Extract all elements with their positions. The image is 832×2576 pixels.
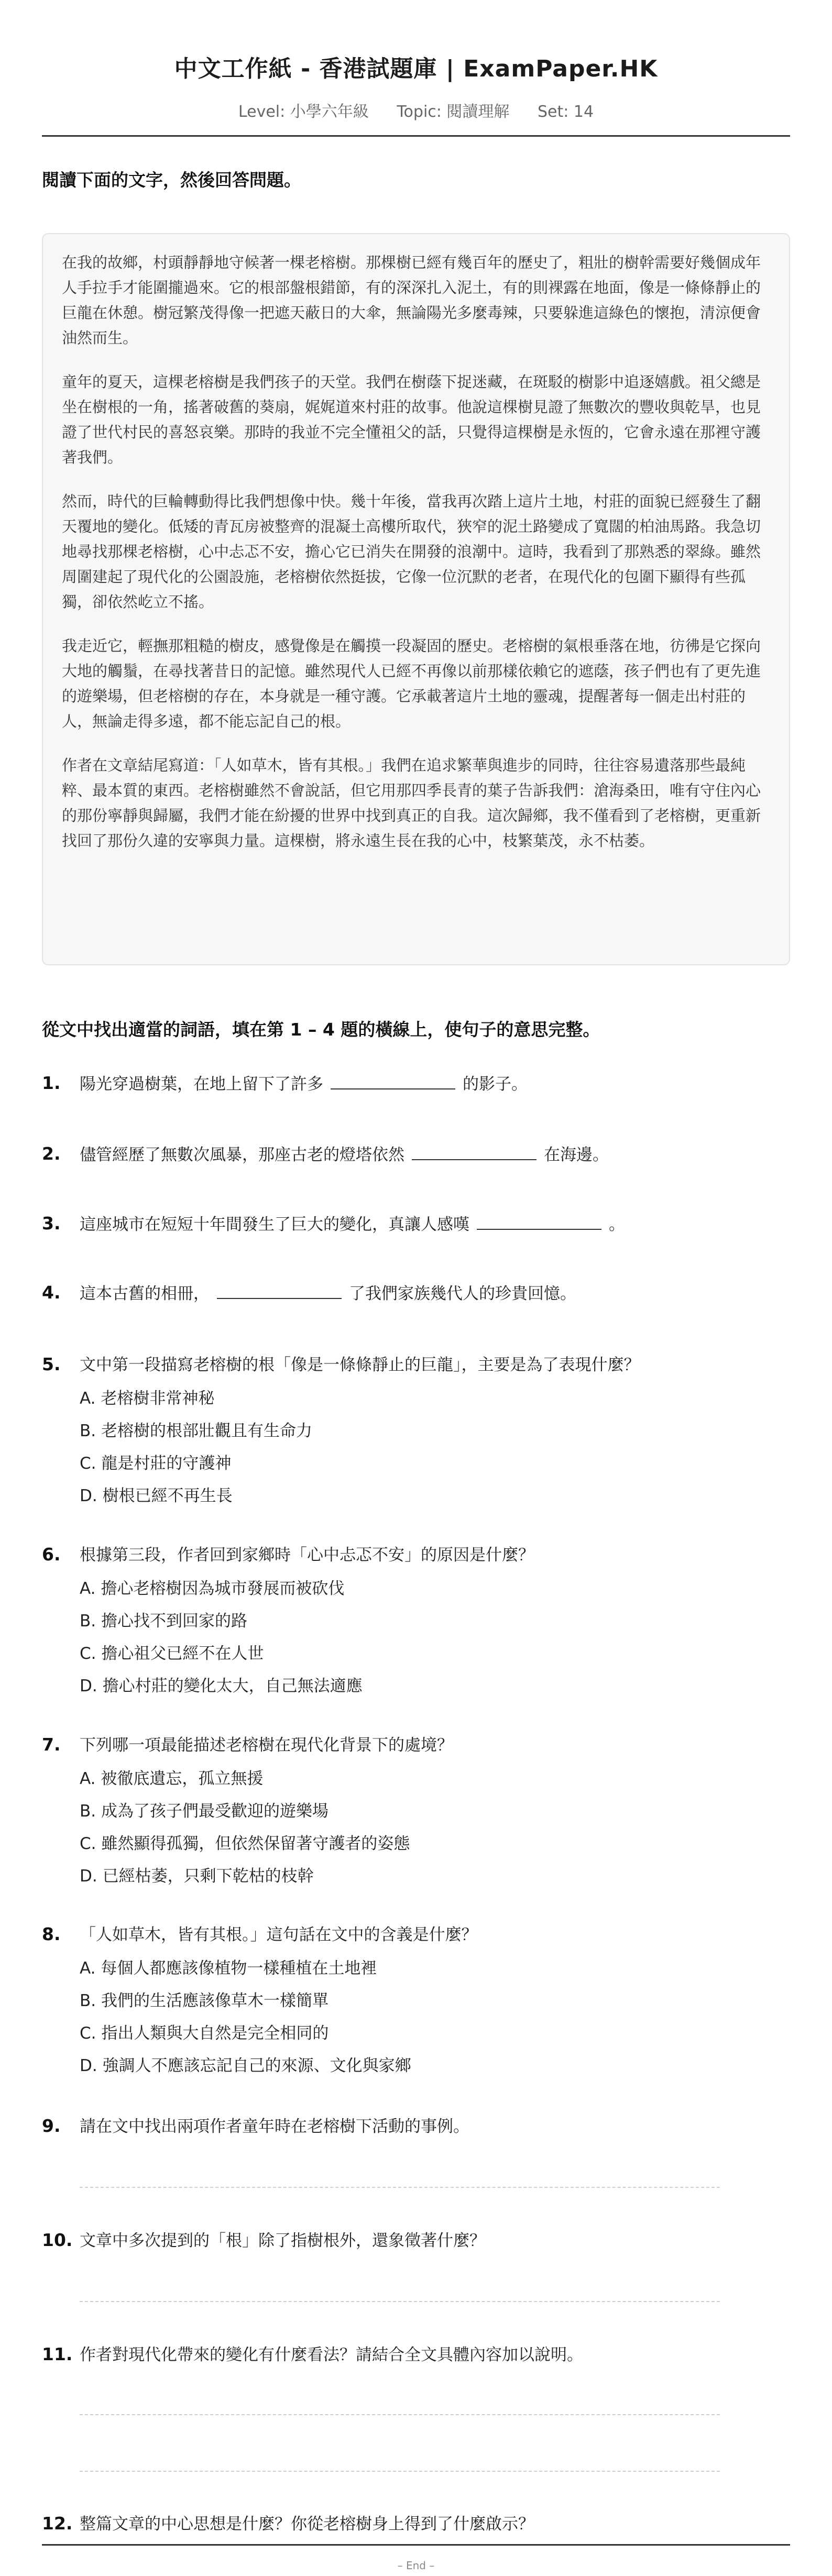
- question-number: 12.: [42, 2513, 73, 2534]
- option-list: [80, 1578, 761, 1708]
- question-text-after: 在海邊。: [544, 1146, 609, 1164]
- passage-paragraph: 在我的故鄉，村頭靜靜地守候著一棵老榕樹。那棵樹已經有幾百年的歷史了，粗壯的樹幹需要好幾個成年人手拉手才能圍攏過來。它的根部盤根錯節，有的深深扎入泥土，有的則裸露在地面，像是一條條靜止的巨龍在休憩。樹冠繁茂得像一把遮天蔽日的大傘，無論陽光多麼毒辣，只要躲進這綠色的懷抱，清涼便會油然而生。: [62, 254, 761, 347]
- answer-line[interactable]: [80, 2414, 720, 2415]
- fill-in-instruction: 從文中找出適當的詞語，填在第 1 – 4 題的橫線上，使句子的意思完整。: [42, 1019, 600, 1040]
- option-b[interactable]: B. 擔心找不到回家的路: [80, 1612, 247, 1631]
- answer-line[interactable]: [80, 2187, 720, 2188]
- question-text: 「人如草木，皆有其根。」這句話在文中的含義是什麼？: [80, 1925, 478, 1944]
- option-d[interactable]: D. 擔心村莊的變化太大，自己無法適應: [80, 1677, 363, 1696]
- question-text-after: 的影子。: [463, 1075, 528, 1094]
- reading-passage: [42, 233, 790, 965]
- option-list: [80, 1388, 761, 1517]
- question-number: 5.: [42, 1354, 61, 1374]
- question-number: 7.: [42, 1734, 61, 1755]
- option-b[interactable]: B. 我們的生活應該像草木一樣簡單: [80, 1991, 329, 2010]
- question-text-after: 了我們家族幾代人的珍貴回憶。: [349, 1284, 576, 1303]
- option-a[interactable]: A. 老榕樹非常神秘: [80, 1389, 215, 1408]
- option-c[interactable]: C. 雖然顯得孤獨，但依然保留著守護者的姿態: [80, 1834, 410, 1853]
- option-c[interactable]: C. 擔心祖父已經不在人世: [80, 1644, 264, 1663]
- page-title: 中文工作紙 - 香港試題庫 | ExamPaper.HK: [174, 56, 658, 82]
- worksheet-meta: [42, 98, 790, 122]
- question-text-before: 儘管經歷了無數次風暴，那座古老的燈塔依然: [80, 1146, 404, 1164]
- option-b[interactable]: B. 老榕樹的根部壯觀且有生命力: [80, 1422, 312, 1440]
- question-number: 10.: [42, 2230, 73, 2250]
- question-text: 請在文中找出兩項作者童年時在老榕樹下活動的事例。: [80, 2117, 469, 2136]
- question-text: 文章中多次提到的「根」除了指樹根外，還象徵著什麼？: [80, 2231, 486, 2250]
- option-c[interactable]: C. 龍是村莊的守護神: [80, 1454, 232, 1473]
- passage-paragraph: 作者在文章結尾寫道：「人如草木，皆有其根。」我們在追求繁華與進步的同時，往往容易遺落那些最純粹、最本質的東西。老榕樹雖然不會說話，但它用那四季長青的葉子告訴我們：滄海桑田，唯有守住內心的那份寧靜與歸屬，我們才能在紛擾的世界中找到真正的自我。這次歸鄉，我不僅看到了老榕樹，更重新找回了那份久違的安寧與力量。這棵樹，將永遠生長在我的心中，枝繁葉茂，永不枯萎。: [62, 756, 761, 850]
- reading-instruction: 閱讀下面的文字，然後回答問題。: [42, 170, 301, 190]
- worksheet-page: [42, 0, 790, 2576]
- option-c[interactable]: C. 指出人類與大自然是完全相同的: [80, 2024, 329, 2043]
- fill-blank[interactable]: [477, 1213, 601, 1230]
- option-d[interactable]: D. 樹根已經不再生長: [80, 1487, 233, 1505]
- option-b[interactable]: B. 成為了孩子們最受歡迎的遊樂場: [80, 1802, 329, 1821]
- header-divider: [42, 135, 790, 137]
- topic-label: Topic: 閱讀理解: [397, 103, 510, 121]
- option-list: [80, 1957, 761, 2087]
- question-text: 整篇文章的中心思想是什麼？你從老榕樹身上得到了什麼啟示？: [80, 2515, 534, 2534]
- fill-blank[interactable]: [217, 1282, 342, 1299]
- passage-paragraph: 童年的夏天，這棵老榕樹是我們孩子的天堂。我們在樹蔭下捉迷藏，在斑駁的樹影中追逐嬉戲。祖父總是坐在樹根的一角，搖著破舊的葵扇，娓娓道來村莊的故事。他說這棵樹見證了無數次的豐收與乾旱，也見證了世代村民的喜怒哀樂。那時的我並不完全懂祖父的話，只覺得這棵樹是永恆的，它會永遠在那裡守護著我們。: [62, 373, 761, 466]
- question-text: 文中第一段描寫老榕樹的根「像是一條條靜止的巨龍」，主要是為了表現什麼？: [80, 1356, 640, 1374]
- question-text: 作者對現代化帶來的變化有什麼看法？請結合全文具體內容加以說明。: [80, 2346, 583, 2364]
- question-text-before: 陽光穿過樹葉，在地上留下了許多: [80, 1075, 323, 1094]
- question-number: 2.: [42, 1143, 61, 1164]
- question-number: 11.: [42, 2344, 73, 2364]
- question-number: 1.: [42, 1073, 61, 1093]
- question-text-after: 。: [609, 1215, 625, 1234]
- question-number: 3.: [42, 1213, 61, 1234]
- answer-line[interactable]: [80, 2471, 720, 2472]
- question-text-before: 這座城市在短短十年間發生了巨大的變化，真讓人感嘆: [80, 1215, 469, 1234]
- question-number: 9.: [42, 2116, 61, 2136]
- option-a[interactable]: A. 被徹底遺忘，孤立無援: [80, 1769, 264, 1788]
- question-text-before: 這本古舊的相冊，: [80, 1284, 210, 1303]
- passage-paragraph: 我走近它，輕撫那粗糙的樹皮，感覺像是在觸摸一段凝固的歷史。老榕樹的氣根垂落在地，彷彿是它探向大地的觸鬚，在尋找著昔日的記憶。雖然現代人已經不再像以前那樣依賴它的遮蔭，孩子們也有了更先進的遊樂場，但老榕樹的存在，本身就是一種守護。它承載著這片土地的靈魂，提醒著每一個走出村莊的人，無論走得多遠，都不能忘記自己的根。: [62, 637, 761, 730]
- level-label: Level: 小學六年級: [238, 103, 369, 121]
- option-a[interactable]: A. 每個人都應該像植物一樣種植在土地裡: [80, 1959, 377, 1978]
- question-number: 4.: [42, 1282, 61, 1303]
- passage-paragraph: 然而，時代的巨輪轉動得比我們想像中快。幾十年後，當我再次踏上這片土地，村莊的面貌已經發生了翻天覆地的變化。低矮的青瓦房被整齊的混凝土高樓所取代，狹窄的泥土路變成了寬闊的柏油馬路。我急切地尋找那棵老榕樹，心中忐忑不安，擔心它已消失在開發的浪潮中。這時，我看到了那熟悉的翠綠。雖然周圍建起了現代化的公園設施，老榕樹依然挺拔，它像一位沉默的老者，在現代化的包圍下顯得有些孤獨，卻依然屹立不搖。: [62, 492, 761, 611]
- answer-line[interactable]: [80, 2301, 720, 2302]
- fill-blank[interactable]: [412, 1143, 537, 1160]
- question-text: 根據第三段，作者回到家鄉時「心中忐忑不安」的原因是什麼？: [80, 1546, 534, 1565]
- option-d[interactable]: D. 已經枯萎，只剩下乾枯的枝幹: [80, 1867, 314, 1886]
- question-number: 8.: [42, 1924, 61, 1944]
- option-list: [80, 1768, 761, 1898]
- footer-end-label: – End –: [397, 2559, 435, 2572]
- footer-divider: [42, 2544, 790, 2546]
- question-number: 6.: [42, 1544, 61, 1565]
- option-d[interactable]: D. 強調人不應該忘記自己的來源、文化與家鄉: [80, 2056, 411, 2075]
- question-text: 下列哪一項最能描述老榕樹在現代化背景下的處境？: [80, 1736, 453, 1755]
- option-a[interactable]: A. 擔心老榕樹因為城市發展而被砍伐: [80, 1579, 345, 1598]
- set-label: Set: 14: [537, 103, 594, 121]
- fill-blank[interactable]: [331, 1073, 455, 1089]
